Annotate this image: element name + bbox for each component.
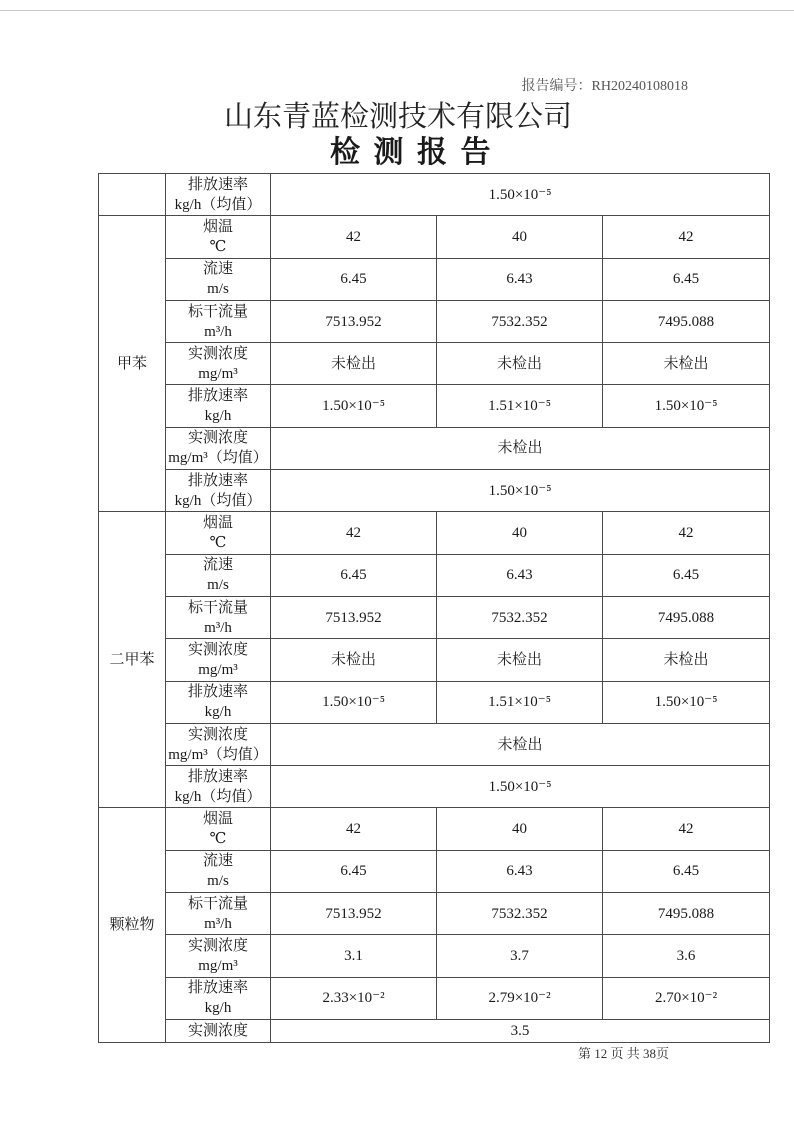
table-row [99,935,770,977]
measurement-value-cell: 6.45 [271,258,437,300]
parameter-cell [166,470,271,512]
table-row [99,681,770,723]
measurement-value-cell: 3.6 [603,935,770,977]
table-row [99,766,770,808]
measurement-value-cell: 42 [603,512,770,554]
parameter-label-line: m/s [207,873,229,890]
parameter-label-line: mg/m³（均值） [168,450,268,467]
measurement-value-cell: 7532.352 [437,596,603,638]
parameter-cell [166,766,271,808]
table-row [99,427,770,469]
parameter-cell [166,385,271,427]
parameter-label-line: m³/h [204,323,232,340]
measurement-value-cell: 6.45 [271,554,437,596]
parameter-label-line: mg/m³ [198,661,238,678]
parameter-cell [166,512,271,554]
table-row [99,343,770,385]
parameter-cell [166,681,271,723]
measurement-value-cell: 未检出 [271,639,437,681]
parameter-label-line: kg/h [204,408,232,425]
parameter-cell [166,1019,271,1042]
measurement-value-cell: 7495.088 [603,300,770,342]
table-row [99,174,770,216]
parameter-label-line: 流速 [202,557,233,574]
parameter-label-line: 排放速率 [187,768,248,785]
measurement-value-cell: 未检出 [437,343,603,385]
measurement-value-cell: 2.70×10⁻² [603,977,770,1019]
measurement-value-cell: 7513.952 [271,596,437,638]
pollutant-category-cell: 甲苯 [99,216,166,512]
pollutant-category-cell: 二甲苯 [99,512,166,808]
parameter-label-line: 实测浓度 [187,641,248,658]
parameter-label-line: kg/h（均值） [174,492,262,509]
parameter-label-line: m/s [207,281,229,298]
table-row [99,216,770,258]
measurement-value-cell: 2.79×10⁻² [437,977,603,1019]
measurement-value-cell: 1.51×10⁻⁵ [437,681,603,723]
parameter-label-line: m³/h [204,619,232,636]
parameter-cell [166,258,271,300]
table-row [99,300,770,342]
table-row [99,639,770,681]
parameter-label-line: 排放速率 [187,684,248,701]
measurement-value-cell: 1.50×10⁻⁵ [271,681,437,723]
measurement-value-cell: 未检出 [437,639,603,681]
parameter-label-line: 流速 [202,261,233,278]
parameter-label-line: 烟温 [202,811,233,828]
measurement-value-cell: 6.43 [437,258,603,300]
table-row [99,385,770,427]
parameter-label-line: kg/h（均值） [174,788,262,805]
parameter-label-line: 流速 [202,853,233,870]
measurement-value-cell: 7495.088 [603,893,770,935]
parameter-label-line: mg/m³ [198,365,238,382]
measurement-value-cell: 6.45 [603,554,770,596]
measurement-value-cell: 未检出 [603,639,770,681]
parameter-label-line: m/s [207,577,229,594]
pollutant-category-cell [99,174,166,216]
parameter-label-line: 烟温 [202,218,233,235]
parameter-label-line: kg/h [204,704,232,721]
measurement-value-cell: 6.43 [437,850,603,892]
table-row [99,1019,770,1042]
test-results-table [98,173,770,1043]
table-row [99,723,770,765]
measurement-value-cell: 6.45 [271,850,437,892]
measurement-value-cell: 42 [271,808,437,850]
merged-average-value-cell: 未检出 [271,427,770,469]
test-results-table-body [99,174,770,1043]
merged-average-value-cell: 3.5 [271,1019,770,1042]
merged-average-value-cell: 未检出 [271,723,770,765]
parameter-cell [166,343,271,385]
parameter-label-line: ℃ [209,535,227,552]
parameter-cell [166,300,271,342]
measurement-value-cell: 7513.952 [271,893,437,935]
parameter-label-line: 实测浓度 [187,1022,248,1039]
measurement-value-cell: 7532.352 [437,893,603,935]
measurement-value-cell: 3.7 [437,935,603,977]
parameter-label-line: kg/h（均值） [174,196,262,213]
table-row [99,554,770,596]
measurement-value-cell: 2.33×10⁻² [271,977,437,1019]
measurement-value-cell: 1.51×10⁻⁵ [437,385,603,427]
table-row [99,977,770,1019]
document-title: 检 测 报 告 [330,136,494,169]
merged-average-value-cell: 1.50×10⁻⁵ [271,766,770,808]
top-scan-rule [0,10,794,11]
parameter-label-line: 排放速率 [187,472,248,489]
parameter-label-line: kg/h [204,1000,232,1017]
parameter-cell [166,977,271,1019]
parameter-label-line: 实测浓度 [187,345,248,362]
merged-average-value-cell: 1.50×10⁻⁵ [271,470,770,512]
measurement-value-cell: 42 [271,512,437,554]
parameter-label-line: mg/m³（均值） [168,746,268,763]
company-name: 山东青蓝检测技术有限公司 [223,101,572,133]
measurement-value-cell: 未检出 [603,343,770,385]
parameter-cell [166,174,271,216]
measurement-value-cell: 7513.952 [271,300,437,342]
measurement-value-cell: 40 [437,216,603,258]
measurement-value-cell: 未检出 [271,343,437,385]
parameter-label-line: m³/h [204,915,232,932]
parameter-label-line: 标干流量 [187,303,248,320]
page-number: 第 12 页 共 38页 [578,1046,670,1061]
parameter-label-line: 实测浓度 [187,937,248,954]
parameter-label-line: ℃ [209,238,227,255]
parameter-cell [166,554,271,596]
parameter-label-line: ℃ [209,831,227,848]
parameter-label-line: 实测浓度 [187,430,248,447]
parameter-cell [166,639,271,681]
table-row [99,470,770,512]
table-row [99,808,770,850]
parameter-cell [166,808,271,850]
table-row [99,893,770,935]
measurement-value-cell: 7532.352 [437,300,603,342]
measurement-value-cell: 40 [437,808,603,850]
parameter-label-line: 烟温 [202,515,233,532]
parameter-label-line: 排放速率 [187,176,248,193]
table-row [99,850,770,892]
parameter-cell [166,216,271,258]
measurement-value-cell: 6.45 [603,850,770,892]
measurement-value-cell: 6.43 [437,554,603,596]
parameter-cell [166,893,271,935]
parameter-cell [166,723,271,765]
measurement-value-cell: 1.50×10⁻⁵ [603,385,770,427]
measurement-value-cell: 42 [603,216,770,258]
report-number: 报告编号：RH20240108018 [521,79,688,94]
table-row [99,512,770,554]
table-row [99,596,770,638]
measurement-value-cell: 3.1 [271,935,437,977]
measurement-value-cell: 1.50×10⁻⁵ [271,385,437,427]
parameter-label-line: mg/m³ [198,957,238,974]
measurement-value-cell: 40 [437,512,603,554]
parameter-cell [166,935,271,977]
measurement-value-cell: 42 [603,808,770,850]
parameter-label-line: 实测浓度 [187,726,248,743]
parameter-label-line: 排放速率 [187,980,248,997]
measurement-value-cell: 7495.088 [603,596,770,638]
parameter-label-line: 排放速率 [187,388,248,405]
parameter-cell [166,427,271,469]
parameter-label-line: 标干流量 [187,599,248,616]
measurement-value-cell: 1.50×10⁻⁵ [603,681,770,723]
merged-average-value-cell: 1.50×10⁻⁵ [271,174,770,216]
pollutant-category-cell: 颗粒物 [99,808,166,1042]
parameter-cell [166,850,271,892]
parameter-cell [166,596,271,638]
measurement-value-cell: 42 [271,216,437,258]
parameter-label-line: 标干流量 [187,895,248,912]
measurement-value-cell: 6.45 [603,258,770,300]
table-row [99,258,770,300]
